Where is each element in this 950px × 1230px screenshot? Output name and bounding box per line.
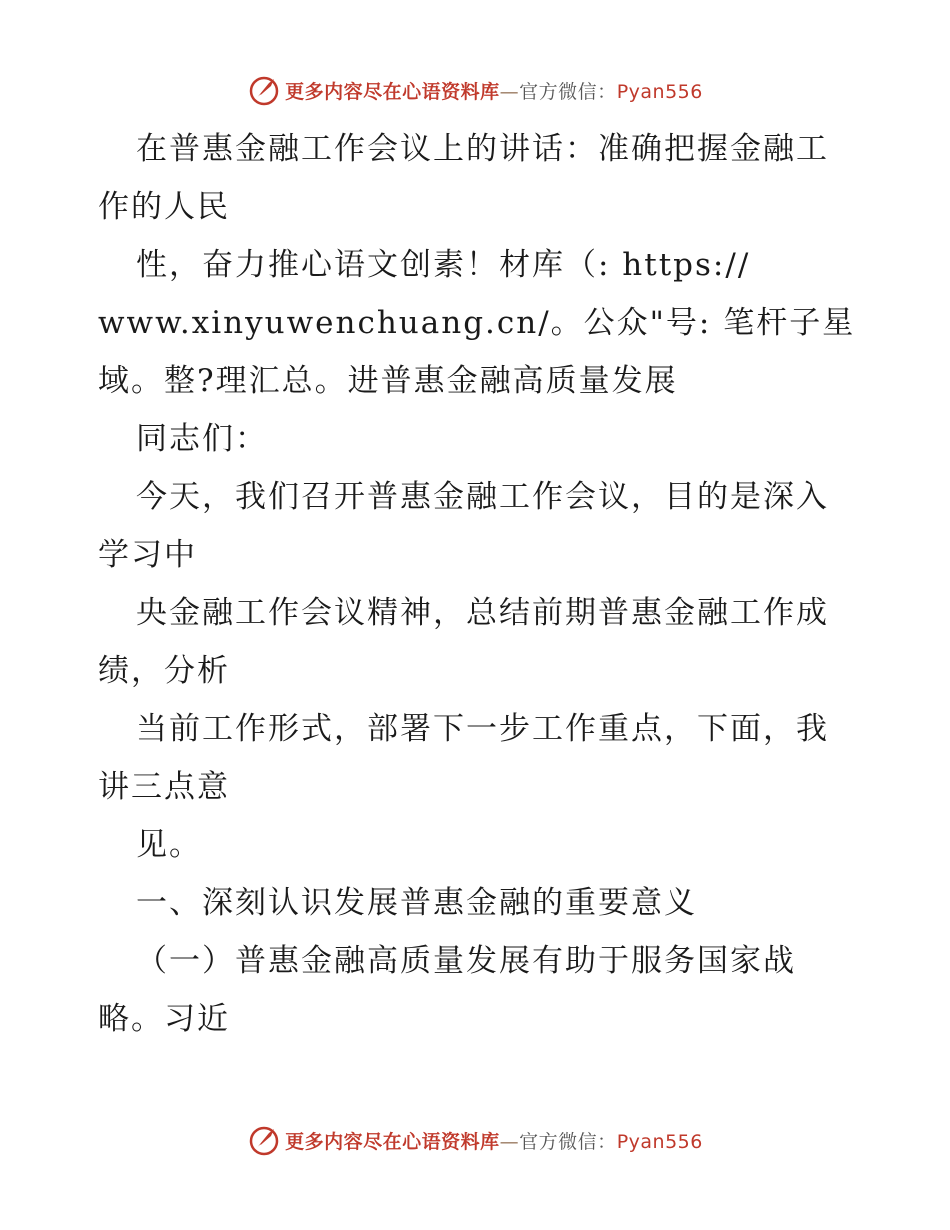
text-line: 性，奋力推心语文创素！材库（: https:// (136, 247, 751, 283)
header-watermark (0, 70, 950, 110)
watermark-wechat-label: 官方微信： (519, 80, 617, 103)
text-line: 略。习近 (98, 1001, 230, 1037)
document-body (98, 120, 858, 1048)
watermark-site-text: 更多内容尽在心语资料库 (285, 1130, 500, 1153)
watermark-wechat-id: Pyan556 (616, 1130, 703, 1153)
text-line: 域。整?理汇总。进普惠金融高质量发展 (98, 363, 678, 399)
text-line: 作的人民 (98, 189, 230, 225)
watermark-wechat-id: Pyan556 (616, 80, 703, 103)
text-line: 央金融工作会议精神，总结前期普惠金融工作成 (136, 595, 829, 631)
text-line: www.xinyuwenchuang.cn/。公众"号: 笔杆子星 (98, 305, 856, 341)
text-line: 学习中 (98, 537, 197, 573)
footer-watermark (0, 1120, 950, 1160)
text-line: （一）普惠金融高质量发展有助于服务国家战 (136, 943, 796, 979)
quill-pen-logo-icon (247, 73, 281, 107)
quill-pen-logo-icon (247, 1123, 281, 1157)
watermark-separator: — (499, 1130, 520, 1153)
text-line: 在普惠金融工作会议上的讲话：准确把握金融工 (136, 131, 829, 167)
watermark-site-text: 更多内容尽在心语资料库 (285, 80, 500, 103)
watermark-separator: — (499, 80, 520, 103)
watermark-wechat-label: 官方微信： (519, 1130, 617, 1153)
text-line: 绩，分析 (98, 653, 230, 689)
text-line: 讲三点意 (98, 769, 230, 805)
text-line: 见。 (136, 827, 202, 863)
text-line: 同志们： (136, 421, 268, 457)
text-line: 一、深刻认识发展普惠金融的重要意义 (136, 885, 697, 921)
text-line: 今天，我们召开普惠金融工作会议，目的是深入 (136, 479, 829, 515)
text-line: 当前工作形式，部署下一步工作重点，下面，我 (136, 711, 829, 747)
